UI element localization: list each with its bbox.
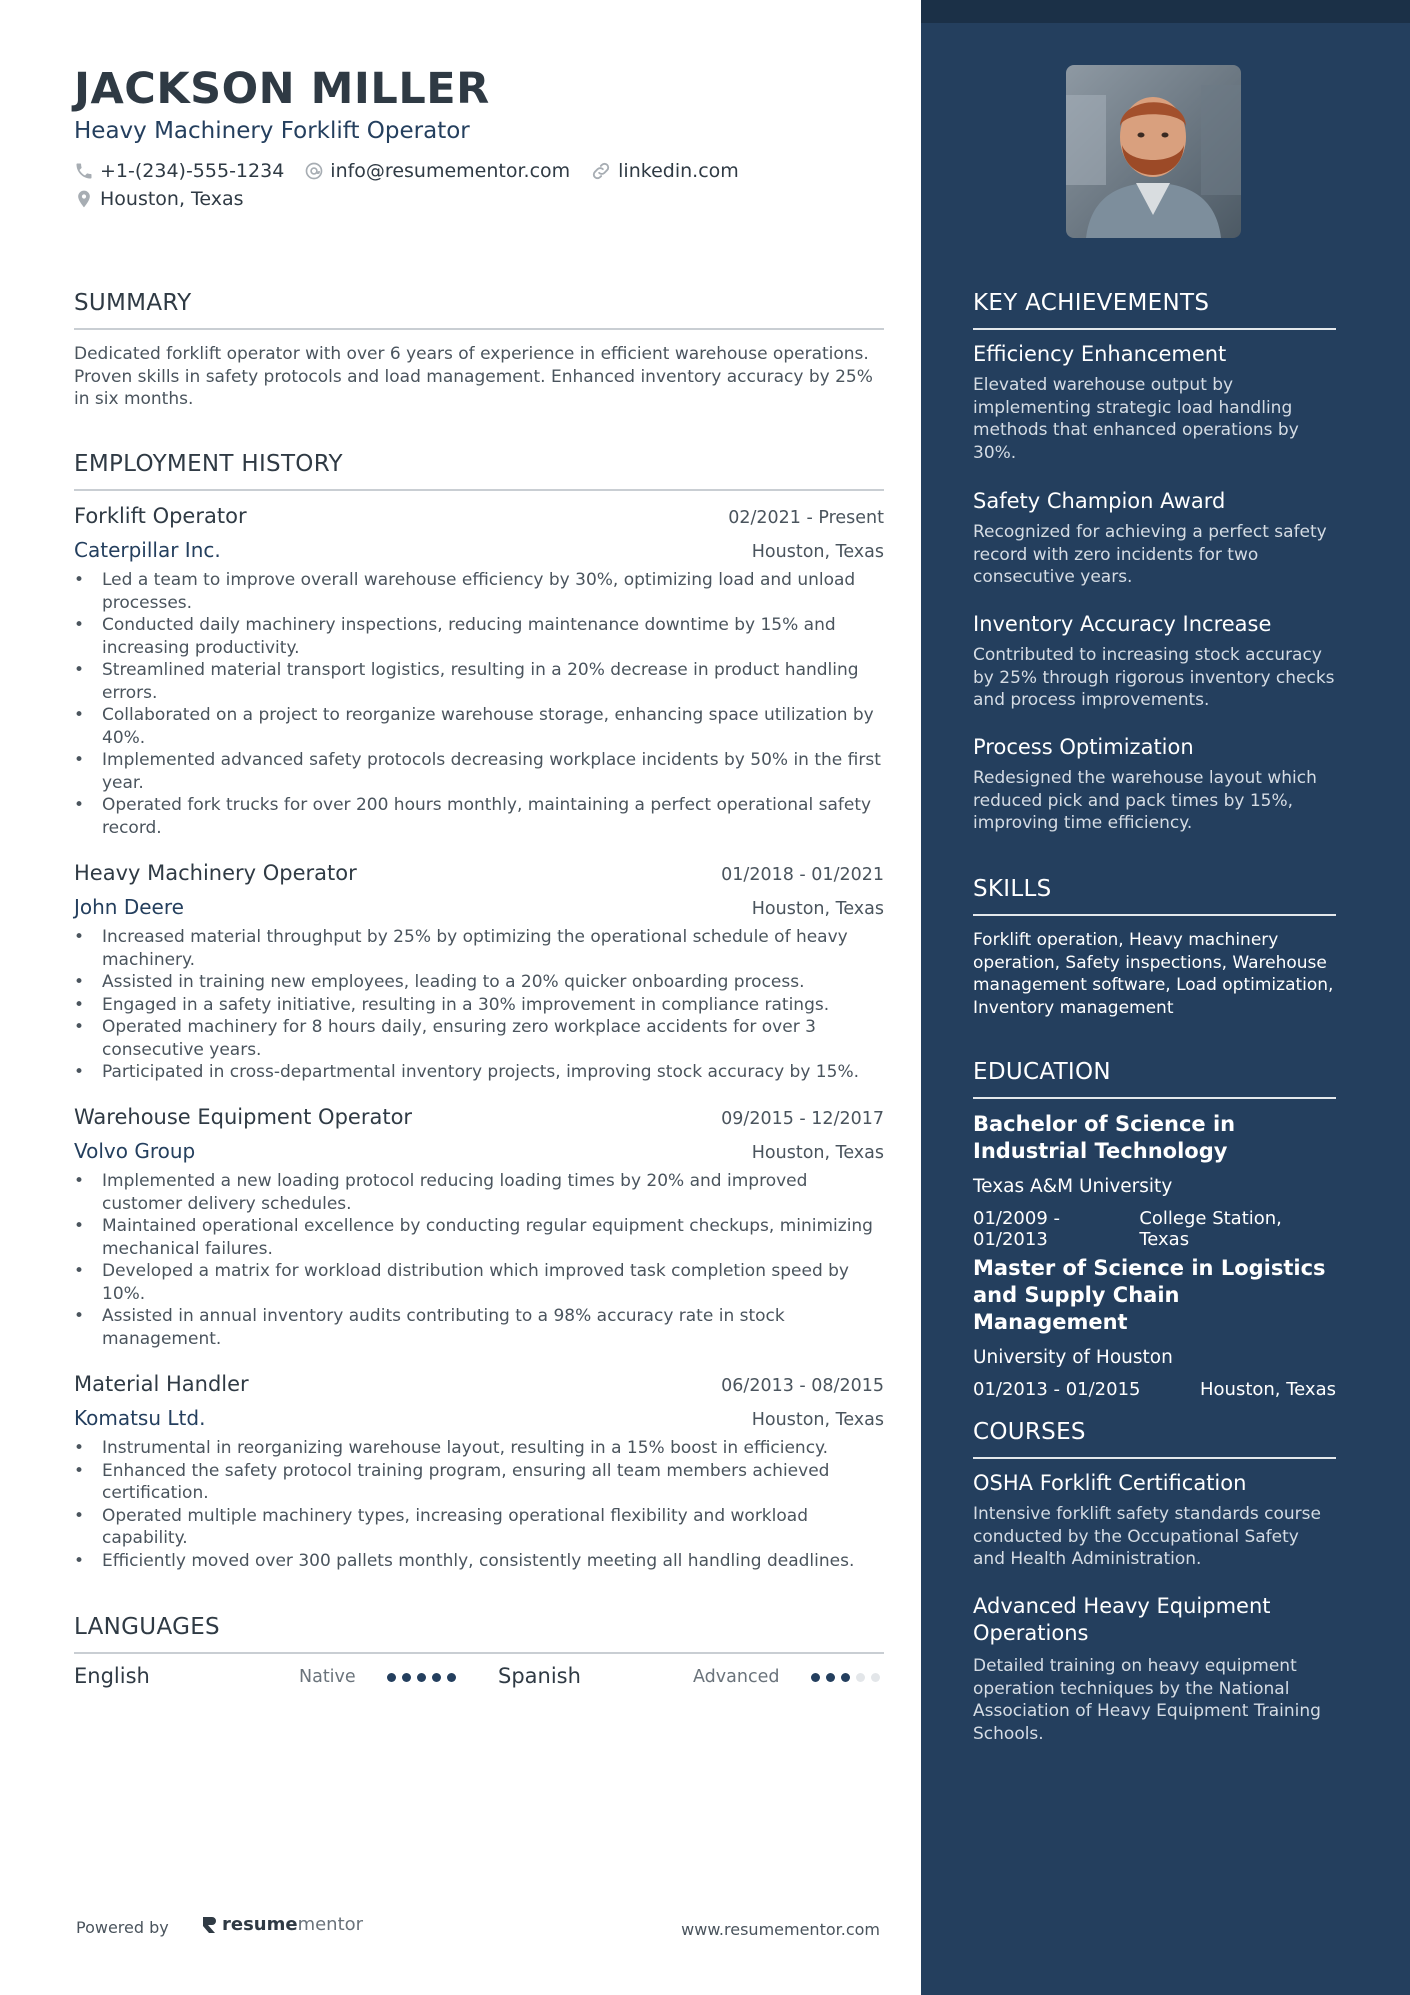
skills-text: Forklift operation, Heavy machinery operation, Safety inspections, Warehouse management software, Load optimization, Inventory management xyxy=(973,930,1334,1018)
job-role: Forklift Operator xyxy=(74,504,247,528)
job-bullet: • Assisted in annual inventory audits contributing to a 98% accuracy rate in stock management. xyxy=(74,1305,884,1350)
rating-dot xyxy=(432,1673,441,1682)
contact-location xyxy=(74,188,244,210)
job-dates: 02/2021 - Present xyxy=(728,508,884,528)
achievement-desc: Redesigned the warehouse layout which reduced pick and pack times by 15%, improving time efficiency. xyxy=(973,768,1317,833)
footer-url[interactable]: www.resumementor.com xyxy=(681,1920,880,1939)
skills-heading: SKILLS xyxy=(973,876,1336,916)
job-company: John Deere xyxy=(74,895,184,919)
rating-dot xyxy=(841,1673,850,1682)
contact-phone xyxy=(74,160,284,182)
job-location: Houston, Texas xyxy=(751,542,884,562)
job-dates: 09/2015 - 12/2017 xyxy=(721,1109,884,1129)
achievements-heading: KEY ACHIEVEMENTS xyxy=(973,290,1336,330)
education-degree: Bachelor of Science in Industrial Technology xyxy=(973,1112,1236,1163)
language-rating xyxy=(387,1673,462,1682)
job-bullets xyxy=(74,569,884,839)
language-rating xyxy=(811,1673,886,1682)
contact-linkedin[interactable] xyxy=(590,160,739,182)
profile-photo xyxy=(1066,65,1241,238)
achievement-desc: Recognized for achieving a perfect safety record with zero incidents for two consecutive years. xyxy=(973,522,1327,587)
language-name: English xyxy=(74,1664,150,1688)
contact-row-2 xyxy=(74,188,264,210)
education-heading: EDUCATION xyxy=(973,1059,1336,1099)
job-bullet: • Maintained operational excellence by conducting regular equipment checkups, minimizing mechanical failures. xyxy=(74,1215,884,1260)
contact-email[interactable] xyxy=(304,160,570,182)
rating-dot xyxy=(447,1673,456,1682)
job-bullet: • Collaborated on a project to reorganize warehouse storage, enhancing space utilization by 40%. xyxy=(74,704,884,749)
job-bullet: • Operated fork trucks for over 200 hours monthly, maintaining a perfect operational safety record. xyxy=(74,794,884,839)
candidate-title: Heavy Machinery Forklift Operator xyxy=(74,118,470,144)
rating-dot xyxy=(811,1673,820,1682)
job-bullet: • Implemented a new loading protocol reducing loading times by 20% and improved customer delivery schedules. xyxy=(74,1170,884,1215)
job-bullet: • Participated in cross-departmental inventory projects, improving stock accuracy by 15%. xyxy=(74,1061,884,1084)
rating-dot xyxy=(826,1673,835,1682)
language-name: Spanish xyxy=(498,1664,581,1688)
rating-dot xyxy=(871,1673,880,1682)
achievement-item xyxy=(973,489,1336,589)
job-bullet: • Operated multiple machinery types, increasing operational flexibility and workload capability. xyxy=(74,1505,884,1550)
brand-light: mentor xyxy=(297,1914,364,1935)
resumementor-logo-icon xyxy=(200,1915,218,1935)
job-location: Houston, Texas xyxy=(751,899,884,919)
job-bullet: • Streamlined material transport logistics, resulting in a 20% decrease in product handling errors. xyxy=(74,659,884,704)
avatar-illustration xyxy=(1066,65,1241,238)
job-location: Houston, Texas xyxy=(751,1143,884,1163)
summary-heading: SUMMARY xyxy=(74,290,884,330)
course-title: Advanced Heavy Equipment Operations xyxy=(973,1594,1271,1645)
achievement-item xyxy=(973,735,1336,835)
languages-row xyxy=(74,1664,884,1694)
achievement-desc: Elevated warehouse output by implementing strategic load handling methods that enhanced operations by 30%. xyxy=(973,375,1299,463)
education-location: College Station, Texas xyxy=(1139,1208,1282,1250)
candidate-name: JACKSON MILLER xyxy=(74,64,490,114)
job-entry xyxy=(74,1105,884,1350)
job-location: Houston, Texas xyxy=(751,1410,884,1430)
achievement-desc: Contributed to increasing stock accuracy by 25% through rigorous inventory checks and process improvements. xyxy=(973,645,1335,710)
education-dates: 01/2013 - 01/2015 xyxy=(973,1379,1141,1400)
email-text[interactable]: info@resumementor.com xyxy=(330,160,571,182)
location-text: Houston, Texas xyxy=(100,188,244,210)
job-dates: 01/2018 - 01/2021 xyxy=(721,865,884,885)
location-pin-icon xyxy=(74,188,94,210)
course-item xyxy=(973,1593,1336,1745)
main-column xyxy=(74,0,884,1995)
employment-heading: EMPLOYMENT HISTORY xyxy=(74,451,884,491)
education-school: University of Houston xyxy=(973,1347,1173,1368)
education-item xyxy=(973,1255,1336,1400)
job-role: Warehouse Equipment Operator xyxy=(74,1105,413,1129)
contact-row xyxy=(74,160,759,182)
course-desc: Intensive forklift safety standards course conducted by the Occupational Safety and Health Administration. xyxy=(973,1504,1321,1569)
courses-heading: COURSES xyxy=(973,1419,1336,1459)
achievement-title: Process Optimization xyxy=(973,735,1194,759)
job-bullets xyxy=(74,1170,884,1350)
course-title: OSHA Forklift Certification xyxy=(973,1471,1247,1495)
rating-dot xyxy=(402,1673,411,1682)
job-bullet: • Operated machinery for 8 hours daily, ensuring zero workplace accidents for over 3 consecutive years. xyxy=(74,1016,884,1061)
job-bullet: • Assisted in training new employees, leading to a 20% quicker onboarding process. xyxy=(74,971,884,994)
job-bullet: • Led a team to improve overall warehouse efficiency by 30%, optimizing load and unload processes. xyxy=(74,569,884,614)
job-role: Material Handler xyxy=(74,1372,249,1396)
job-bullet: • Implemented advanced safety protocols decreasing workplace incidents by 50% in the first year. xyxy=(74,749,884,794)
education-degree: Master of Science in Logistics and Supply Chain Management xyxy=(973,1256,1326,1334)
job-entry xyxy=(74,504,884,839)
achievement-title: Efficiency Enhancement xyxy=(973,342,1227,366)
job-entry xyxy=(74,861,884,1084)
education-school: Texas A&M University xyxy=(973,1176,1173,1197)
job-bullet: • Instrumental in reorganizing warehouse layout, resulting in a 15% boost in efficiency. xyxy=(74,1437,884,1460)
powered-by: Powered by xyxy=(76,1918,169,1937)
at-icon xyxy=(304,161,324,181)
rating-dot xyxy=(856,1673,865,1682)
rating-dot xyxy=(387,1673,396,1682)
job-bullet: • Increased material throughput by 25% by optimizing the operational schedule of heavy machinery. xyxy=(74,926,884,971)
rating-dot xyxy=(417,1673,426,1682)
job-bullet: • Engaged in a safety initiative, resulting in a 30% improvement in compliance ratings. xyxy=(74,994,884,1017)
sidebar-top-bar xyxy=(921,0,1410,23)
job-company: Caterpillar Inc. xyxy=(74,538,221,562)
job-company: Volvo Group xyxy=(74,1139,196,1163)
language-level: Native xyxy=(299,1667,356,1687)
education-dates: 01/2009 - 01/2013 xyxy=(973,1208,1060,1250)
job-bullets xyxy=(74,1437,884,1572)
brand-logo[interactable] xyxy=(200,1914,363,1935)
job-role: Heavy Machinery Operator xyxy=(74,861,357,885)
link-icon xyxy=(590,160,612,182)
phone-icon xyxy=(74,161,94,181)
job-company: Komatsu Ltd. xyxy=(74,1406,206,1430)
job-bullet: • Conducted daily machinery inspections, reducing maintenance downtime by 15% and increasing productivity. xyxy=(74,614,884,659)
job-entry xyxy=(74,1372,884,1572)
education-location: Houston, Texas xyxy=(1199,1379,1336,1400)
job-dates: 06/2013 - 08/2015 xyxy=(721,1376,884,1396)
achievement-item xyxy=(973,342,1336,464)
languages-heading: LANGUAGES xyxy=(74,1614,884,1654)
job-bullet: • Developed a matrix for workload distribution which improved task completion speed by 10%. xyxy=(74,1260,884,1305)
achievement-item xyxy=(973,612,1336,712)
summary-text: Dedicated forklift operator with over 6 years of experience in efficient warehouse operations. Proven skills in safety protocols and load management. Enhanced inventory accuracy by 25% in six months. xyxy=(74,344,873,409)
job-bullet: • Enhanced the safety protocol training program, ensuring all team members achieved certification. xyxy=(74,1460,884,1505)
language-level: Advanced xyxy=(693,1667,780,1687)
sidebar xyxy=(921,0,1410,1995)
course-item xyxy=(973,1471,1336,1571)
course-desc: Detailed training on heavy equipment operation techniques by the National Association of Heavy Equipment Training Schools. xyxy=(973,1656,1321,1744)
skills-list xyxy=(973,929,1336,1019)
brand-bold: resume xyxy=(222,1914,298,1935)
job-bullet: • Efficiently moved over 300 pallets monthly, consistently meeting all handling deadlines. xyxy=(74,1550,884,1573)
linkedin-text[interactable]: linkedin.com xyxy=(618,160,739,182)
achievement-title: Inventory Accuracy Increase xyxy=(973,612,1272,636)
education-item xyxy=(973,1111,1336,1250)
phone-text: +1-(234)-555-1234 xyxy=(100,160,285,182)
job-bullets xyxy=(74,926,884,1084)
achievement-title: Safety Champion Award xyxy=(973,489,1226,513)
